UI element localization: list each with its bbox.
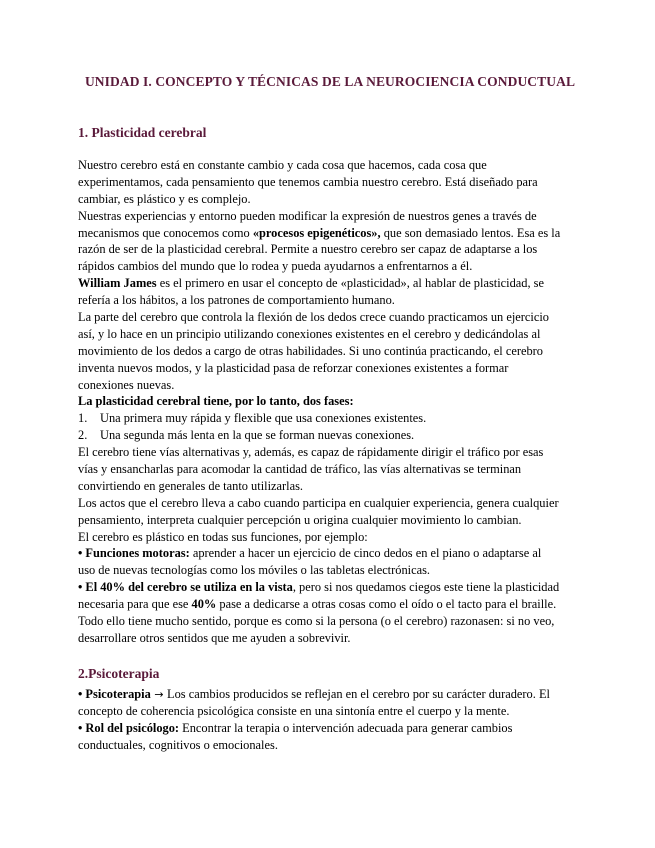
bold-percent: 40% bbox=[191, 597, 217, 612]
paragraph-line bbox=[78, 225, 588, 242]
list-item bbox=[78, 410, 588, 427]
paragraph-line: Todo ello tiene mucho sentido, porque es como si la persona (o el cerebro) razonasen: si no veo, bbox=[78, 614, 555, 629]
paragraph-line: experimentamos, cada pensamiento que tenemos cambia nuestro cerebro. Está diseñado para bbox=[78, 174, 538, 189]
paragraph-line: concepto de coherencia psicológica consiste en una sintonía entre el cuerpo y la mente. bbox=[78, 703, 510, 718]
list-item bbox=[78, 427, 588, 444]
bullet-label: • Rol del psicólogo: bbox=[78, 720, 180, 735]
paragraph-line: cambiar, es plástico y es complejo. bbox=[78, 191, 251, 206]
bullet-label: • Funciones motoras: bbox=[78, 546, 190, 561]
paragraph-line: El cerebro tiene vías alternativas y, además, es capaz de rápidamente dirigir el tráfico por esas bbox=[78, 445, 544, 460]
text-run: Los cambios producidos se reflejan en el cerebro por su carácter duradero. El bbox=[167, 687, 550, 701]
text-run: pase a dedicarse a otras cosas como el oído o el tacto para el braille. bbox=[216, 597, 557, 612]
text-run: aprender a hacer un ejercicio de cinco dedos en el piano o adaptarse al bbox=[189, 546, 542, 561]
text-run: Encontrar la terapia o intervención adecuada para generar cambios bbox=[179, 720, 513, 735]
section-body-psicoterapia bbox=[78, 686, 588, 754]
paragraph-line: vías y ensancharlas para acomodar la cantidad de tráfico, las vías alternativas se terminan bbox=[78, 462, 522, 477]
bullet-psicoterapia bbox=[78, 686, 588, 703]
paragraph-line: Nuestras experiencias y entorno pueden modificar la expresión de nuestros genes a través de bbox=[78, 208, 537, 223]
document-title: UNIDAD I. CONCEPTO Y TÉCNICAS DE LA NEUROCIENCIA CONDUCTUAL bbox=[84, 74, 576, 89]
bullet-label: • El 40% del cerebro se utiliza en la vista bbox=[78, 580, 293, 595]
paragraph-line: razón de ser de la plasticidad cerebral. Permite a nuestro cerebro ser capaz de adaptarse a los bbox=[78, 242, 538, 257]
section-heading-psicoterapia: 2.Psicoterapia bbox=[78, 666, 160, 681]
list-number: 1. bbox=[78, 411, 88, 426]
paragraph-line bbox=[78, 596, 588, 613]
paragraph-line: inventa nuevos modos, y la plasticidad pasa de reforzar conexiones existentes a formar bbox=[78, 360, 509, 375]
bullet-label: • Psicoterapia bbox=[78, 687, 151, 701]
paragraph-line: Los actos que el cerebro lleva a cabo cuando participa en cualquier experiencia, genera cualquier bbox=[78, 495, 559, 510]
paragraph-line: conductuales, cognitivos o emocionales. bbox=[78, 737, 278, 752]
text-run: es el primero en usar el concepto de «plasticidad», al hablar de plasticidad, se bbox=[156, 276, 545, 291]
bullet-funciones-motoras bbox=[78, 545, 588, 562]
bold-term-epigeneticos: «procesos epigenéticos», bbox=[252, 225, 381, 240]
section-body-plasticidad bbox=[78, 157, 588, 647]
paragraph-line: desarrollare otros sentidos que me ayuden a sobrevivir. bbox=[78, 630, 351, 645]
text-run: necesaria para que ese bbox=[78, 597, 192, 612]
text-run: mecanismos que conocemos como bbox=[78, 225, 253, 240]
paragraph-line: uso de nuevas tecnologías como los móviles o las tabletas electrónicas. bbox=[78, 563, 431, 578]
paragraph-line: refería a los hábitos, a los patrones de comportamiento humano. bbox=[78, 293, 395, 308]
phases-heading bbox=[78, 393, 588, 410]
right-arrow-icon: → bbox=[150, 688, 168, 701]
list-item-text: Una segunda más lenta en la que se forman nuevas conexiones. bbox=[100, 428, 415, 443]
text-run: que son demasiado lentos. Esa es la bbox=[380, 225, 561, 240]
paragraph-line: El cerebro es plástico en todas sus funciones, por ejemplo: bbox=[78, 529, 368, 544]
list-item-text: Una primera muy rápida y flexible que usa conexiones existentes. bbox=[100, 411, 427, 426]
paragraph-line: rápidos cambios del mundo que lo rodea y pueda ayudarnos a enfrentarnos a él. bbox=[78, 259, 473, 274]
paragraph-line: convirtiendo en generales de tanto utilizarlas. bbox=[78, 478, 304, 493]
paragraph-line bbox=[78, 275, 588, 292]
phases-heading-text: La plasticidad cerebral tiene, por lo tanto, dos fases: bbox=[78, 394, 354, 409]
bold-term-william-james: William James bbox=[78, 276, 157, 291]
bullet-vista bbox=[78, 579, 588, 596]
paragraph-line: conexiones nuevas. bbox=[78, 377, 175, 392]
list-number: 2. bbox=[78, 428, 88, 443]
text-run: , pero si nos quedamos ciegos este tiene la plasticidad bbox=[292, 580, 560, 595]
paragraph-line: así, y lo hace en un principio utilizando conexiones existentes en el cerebro y dedicándolas al bbox=[78, 326, 541, 341]
paragraph-line: Nuestro cerebro está en constante cambio y cada cosa que hacemos, cada cosa que bbox=[78, 158, 487, 172]
paragraph-line: movimiento de los dedos a cargo de otras habilidades. Si uno continúa practicando, el cerebro bbox=[78, 343, 543, 358]
section-heading-plasticidad: 1. Plasticidad cerebral bbox=[78, 125, 207, 140]
paragraph-line: La parte del cerebro que controla la flexión de los dedos crece cuando practicamos un ejercicio bbox=[78, 310, 549, 325]
bullet-rol-psicologo bbox=[78, 720, 588, 737]
paragraph-line: pensamiento, interpreta cualquier percepción u origina cualquier movimiento lo cambian. bbox=[78, 512, 522, 527]
